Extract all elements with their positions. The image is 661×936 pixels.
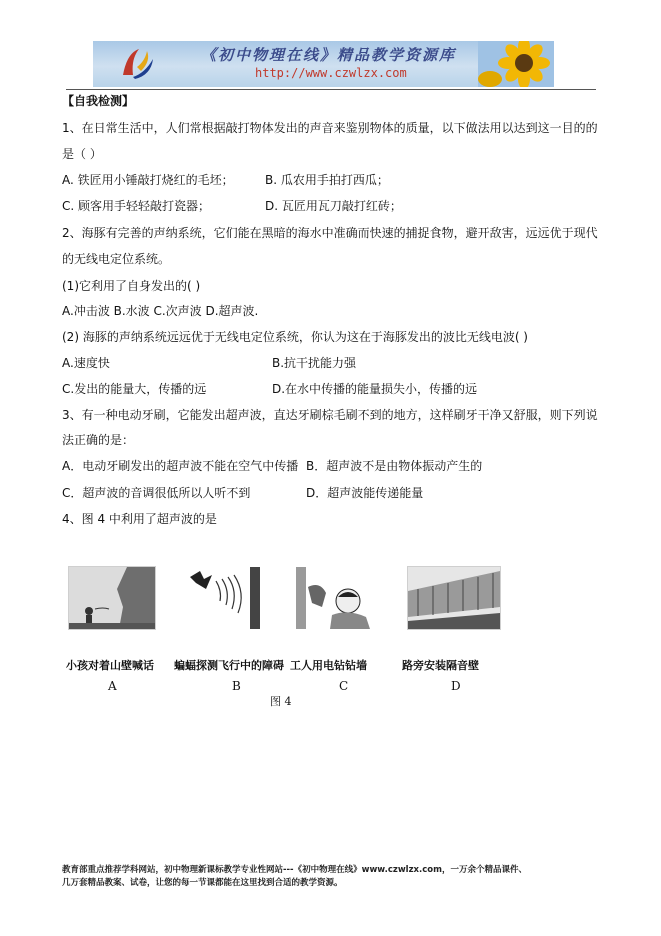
figure-caption-d: 路旁安装隔音壁: [402, 659, 479, 672]
q3-option-c: C．超声波的音调很低所以人听不到: [62, 486, 251, 500]
q1-option-a: A. 铁匠用小锤敲打烧红的毛坯；: [62, 173, 234, 187]
figure-panel-c: [295, 566, 375, 630]
q2-sub2-option-b: B.抗干扰能力强: [272, 356, 357, 370]
footer-line-2: 几万套精品教案、试卷，让您的每一节课都能在这里找到合适的教学资源。: [62, 878, 343, 888]
q3-line1: 3、有一种电动牙刷，它能发出超声波，直达牙刷棕毛刷不到的地方，这样刷牙干净又舒服，则下列说: [62, 408, 598, 422]
banner-title: 《初中物理在线》精品教学资源库: [201, 46, 457, 64]
q2-line2: 的无线电定位系统。: [62, 252, 171, 266]
q1-line1: 1、在日常生活中，人们常根据敲打物体发出的声音来鉴别物体的质量，以下做法用以达到这一目的的: [62, 121, 598, 135]
figure-caption-c: 工人用电钻钻墙: [290, 659, 367, 672]
child-cliff-icon: [69, 567, 155, 629]
q1-option-d: D. 瓦匠用瓦刀敲打红砖；: [265, 199, 402, 213]
figure-letter-b: B: [232, 679, 241, 693]
header-rule: [66, 89, 596, 90]
bat-ultrasound-icon: [186, 567, 272, 629]
section-heading: 【自我检测】: [62, 94, 135, 108]
figure-caption-a: 小孩对着山壁喊话: [66, 659, 154, 672]
figure-panel-b: [185, 566, 273, 630]
header-banner: [93, 41, 554, 87]
q2-sub2-option-c: C.发出的能量大，传播的远: [62, 382, 207, 396]
q2-sub1: (1)它利用了自身发出的( ): [62, 279, 201, 293]
q1-line2: 是（ ）: [62, 147, 102, 161]
sunflower-icon: [478, 41, 554, 87]
q3-option-b: B．超声波不是由物体振动产生的: [306, 459, 483, 473]
sound-barrier-icon: [408, 567, 500, 629]
q3-option-a: A．电动牙刷发出的超声波不能在空气中传播: [62, 459, 299, 473]
q2-sub2-option-a: A.速度快: [62, 356, 110, 370]
q2-sub2: (2) 海豚的声纳系统远远优于无线电定位系统，你认为这在于海豚发出的波比无线电波( ): [62, 330, 528, 344]
q3-option-d: D．超声波能传递能量: [306, 486, 424, 500]
figure-panel-a: [68, 566, 156, 630]
figure-label: 图 4: [270, 695, 292, 708]
banner-url[interactable]: http://www.czwlzx.com: [255, 66, 407, 80]
q2-sub2-option-d: D.在水中传播的能量损失小，传播的远: [272, 382, 478, 396]
figure-letter-d: D: [451, 679, 461, 693]
figure-caption-b: 蝙蝠探测飞行中的障碍: [174, 659, 284, 672]
q2-sub1-options: A.冲击波 B.水波 C.次声波 D.超声波.: [62, 304, 259, 318]
figure-letter-c: C: [339, 679, 349, 693]
q4-line1: 4、图 4 中利用了超声波的是: [62, 512, 217, 526]
q2-line1: 2、海豚有完善的声纳系统，它们能在黑暗的海水中准确而快速的捕捉食物，避开敌害，远远优于现代: [62, 226, 598, 240]
q1-option-c: C. 顾客用手轻轻敲打瓷器；: [62, 199, 211, 213]
site-logo-icon: [117, 45, 157, 83]
figure-4: [62, 563, 512, 713]
figure-panel-d: [407, 566, 501, 630]
q1-option-b: B. 瓜农用手拍打西瓜；: [265, 173, 389, 187]
footer-line-1: 教育部重点推荐学科网站，初中物理新课标教学专业性网站---《初中物理在线》www.czwlzx.com，一万余个精品课件、: [62, 865, 527, 875]
figure-letter-a: A: [108, 679, 117, 693]
q3-line2: 法正确的是：: [62, 433, 135, 447]
worker-drill-icon: [296, 567, 374, 629]
